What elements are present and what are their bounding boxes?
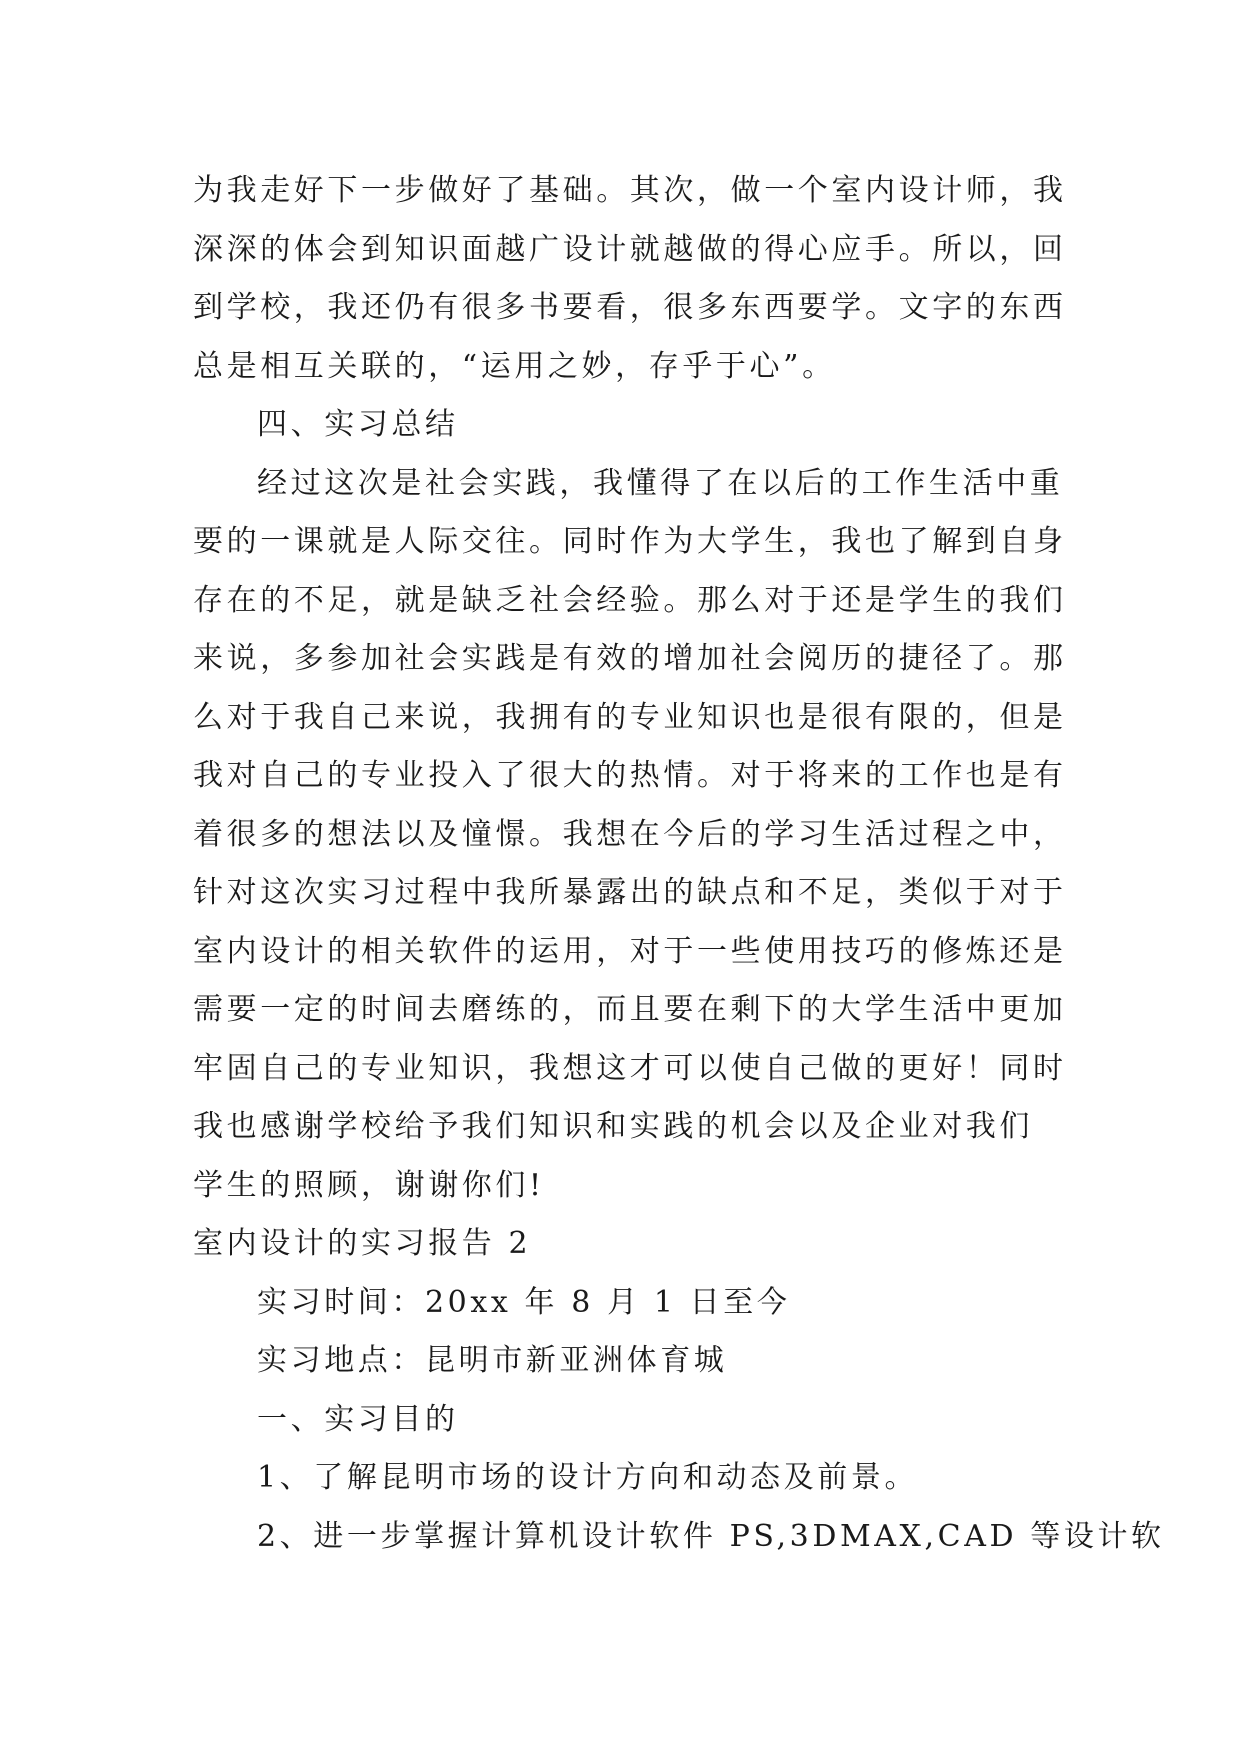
paragraph-line: 牢固自己的专业知识，我想这才可以使自己做的更好！同时	[193, 1050, 1067, 1086]
paragraph-line: 我也感谢学校给予我们知识和实践的机会以及企业对我们	[193, 1109, 1033, 1144]
section-heading: 四、实习总结	[257, 407, 459, 442]
paragraph-line: 为我走好下一步做好了基础。其次，做一个室内设计师，我	[193, 173, 1067, 208]
paragraph-line: 针对这次实习过程中我所暴露出的缺点和不足，类似于对于	[193, 875, 1067, 910]
list-item: 2、进一步掌握计算机设计软件 PS,3DMAX,CAD 等设计软	[257, 1518, 1165, 1554]
paragraph-line: 我对自己的专业投入了很大的热情。对于将来的工作也是有	[193, 758, 1067, 793]
paragraph-line: 要的一课就是人际交往。同时作为大学生，我也了解到自身	[193, 524, 1067, 559]
paragraph-line: 经过这次是社会实践，我懂得了在以后的工作生活中重	[257, 465, 1064, 501]
list-item: 1、了解昆明市场的设计方向和动态及前景。	[257, 1460, 919, 1495]
paragraph-line: 学生的照顾，谢谢你们!	[193, 1167, 545, 1203]
paragraph-line: 着很多的想法以及憧憬。我想在今后的学习生活过程之中，	[193, 816, 1067, 852]
internship-time: 实习时间：20xx 年 8 月 1 日至今	[257, 1284, 791, 1320]
paragraph-line: 来说，多参加社会实践是有效的增加社会阅历的捷径了。那	[193, 641, 1067, 676]
document-title: 室内设计的实习报告 2	[193, 1226, 532, 1261]
paragraph-line: 深深的体会到知识面越广设计就越做的得心应手。所以，回	[193, 231, 1067, 267]
paragraph-line: 总是相互关联的，“运用之妙，存乎于心”。	[193, 348, 836, 384]
section-heading: 一、实习目的	[257, 1401, 459, 1437]
paragraph-line: 存在的不足，就是缺乏社会经验。那么对于还是学生的我们	[193, 582, 1067, 618]
internship-location: 实习地点：昆明市新亚洲体育城	[257, 1343, 728, 1378]
document-body	[193, 162, 1165, 1566]
paragraph-line: 到学校，我还仍有很多书要看，很多东西要学。文字的东西	[193, 290, 1067, 325]
paragraph-line: 么对于我自己来说，我拥有的专业知识也是很有限的，但是	[193, 699, 1067, 735]
paragraph-line: 需要一定的时间去磨练的，而且要在剩下的大学生活中更加	[193, 992, 1067, 1027]
paragraph-line: 室内设计的相关软件的运用，对于一些使用技巧的修炼还是	[193, 933, 1067, 969]
